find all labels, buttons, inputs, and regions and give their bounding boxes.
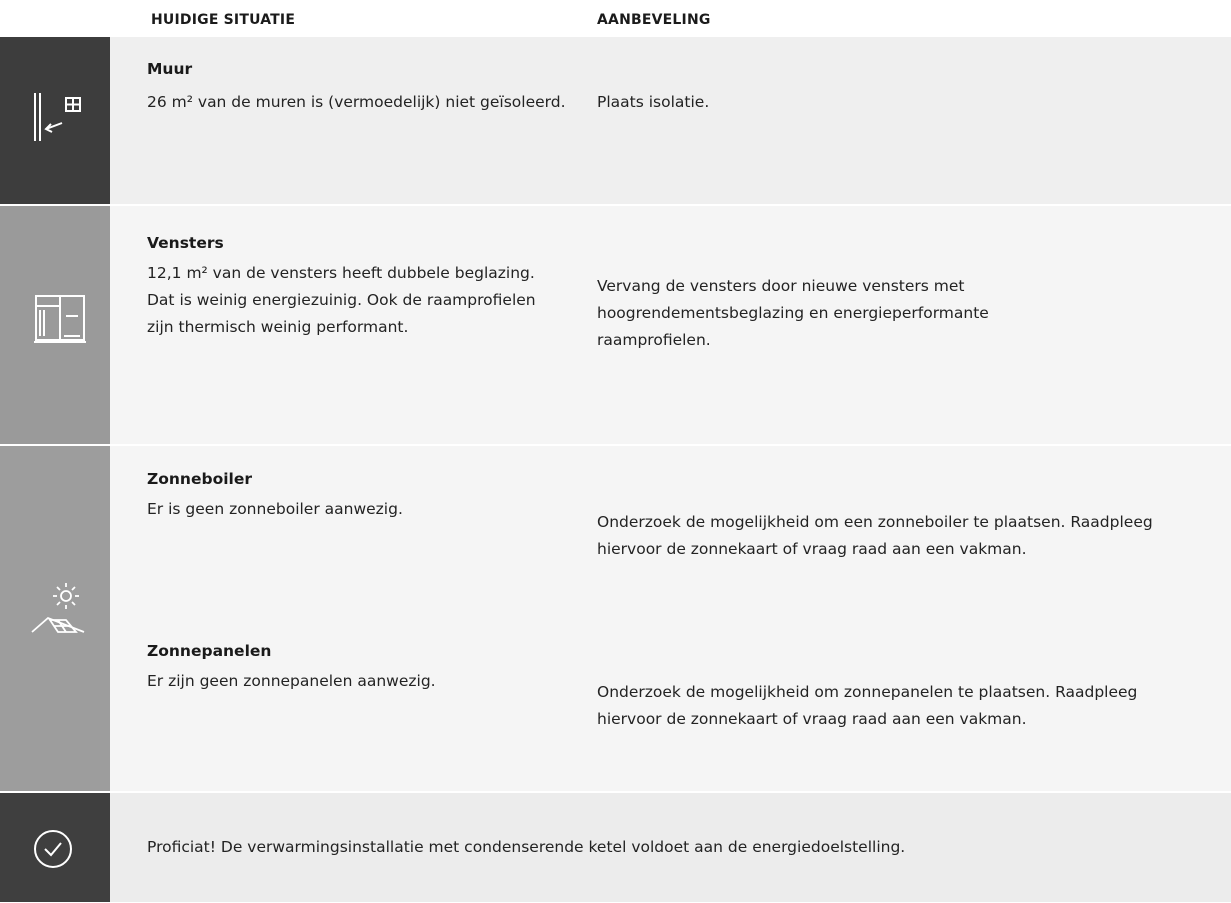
column-header-advice: AANBEVELING bbox=[597, 12, 711, 28]
current-situation-text: Er is geen zonneboiler aanwezig. bbox=[147, 500, 403, 518]
section-icon-column bbox=[0, 446, 110, 791]
section-icon-column bbox=[0, 206, 110, 444]
topic-title: Zonnepanelen bbox=[147, 642, 272, 660]
solar-panel-icon bbox=[28, 580, 88, 642]
success-message: Proficiat! De verwarmingsinstallatie met condenserende ketel voldoet aan de energiedoelstelling. bbox=[147, 838, 906, 856]
current-situation-text: 26 m² van de muren is (vermoedelijk) niet geïsoleerd. bbox=[147, 93, 566, 111]
checkmark-circle-icon bbox=[31, 827, 75, 871]
section-body bbox=[110, 37, 1231, 204]
column-header-current: HUIDIGE SITUATIE bbox=[151, 12, 296, 28]
topic-title: Muur bbox=[147, 60, 193, 78]
wall-insulation-icon bbox=[32, 89, 88, 145]
section-icon-column bbox=[0, 793, 110, 902]
section-verwarming bbox=[0, 793, 1231, 902]
section-muur bbox=[0, 37, 1231, 204]
table-header bbox=[0, 0, 1231, 36]
advice-text: Onderzoek de mogelijkheid om zonnepanelen te plaatsen. Raadpleeg hiervoor de zonnekaart of vraag raad aan een vakman. bbox=[597, 683, 1138, 728]
topic-title: Zonneboiler bbox=[147, 470, 252, 488]
section-icon-column bbox=[0, 37, 110, 204]
advice-text: Vervang de vensters door nieuwe vensters met hoogrendementsbeglazing en energieperformante raamprofielen. bbox=[597, 277, 989, 349]
current-situation-text: Er zijn geen zonnepanelen aanwezig. bbox=[147, 672, 436, 690]
topic-title: Vensters bbox=[147, 234, 224, 252]
advice-text: Onderzoek de mogelijkheid om een zonneboiler te plaatsen. Raadpleeg hiervoor de zonnekaart of vraag raad aan een vakman. bbox=[597, 513, 1153, 558]
advice-text: Plaats isolatie. bbox=[597, 93, 710, 111]
section-vensters bbox=[0, 206, 1231, 444]
current-situation-text: 12,1 m² van de vensters heeft dubbele beglazing. Dat is weinig energiezuinig. Ook de raamprofielen zijn thermisch weinig performant. bbox=[147, 264, 536, 336]
window-icon bbox=[32, 292, 88, 346]
section-zonne-energie bbox=[0, 446, 1231, 791]
